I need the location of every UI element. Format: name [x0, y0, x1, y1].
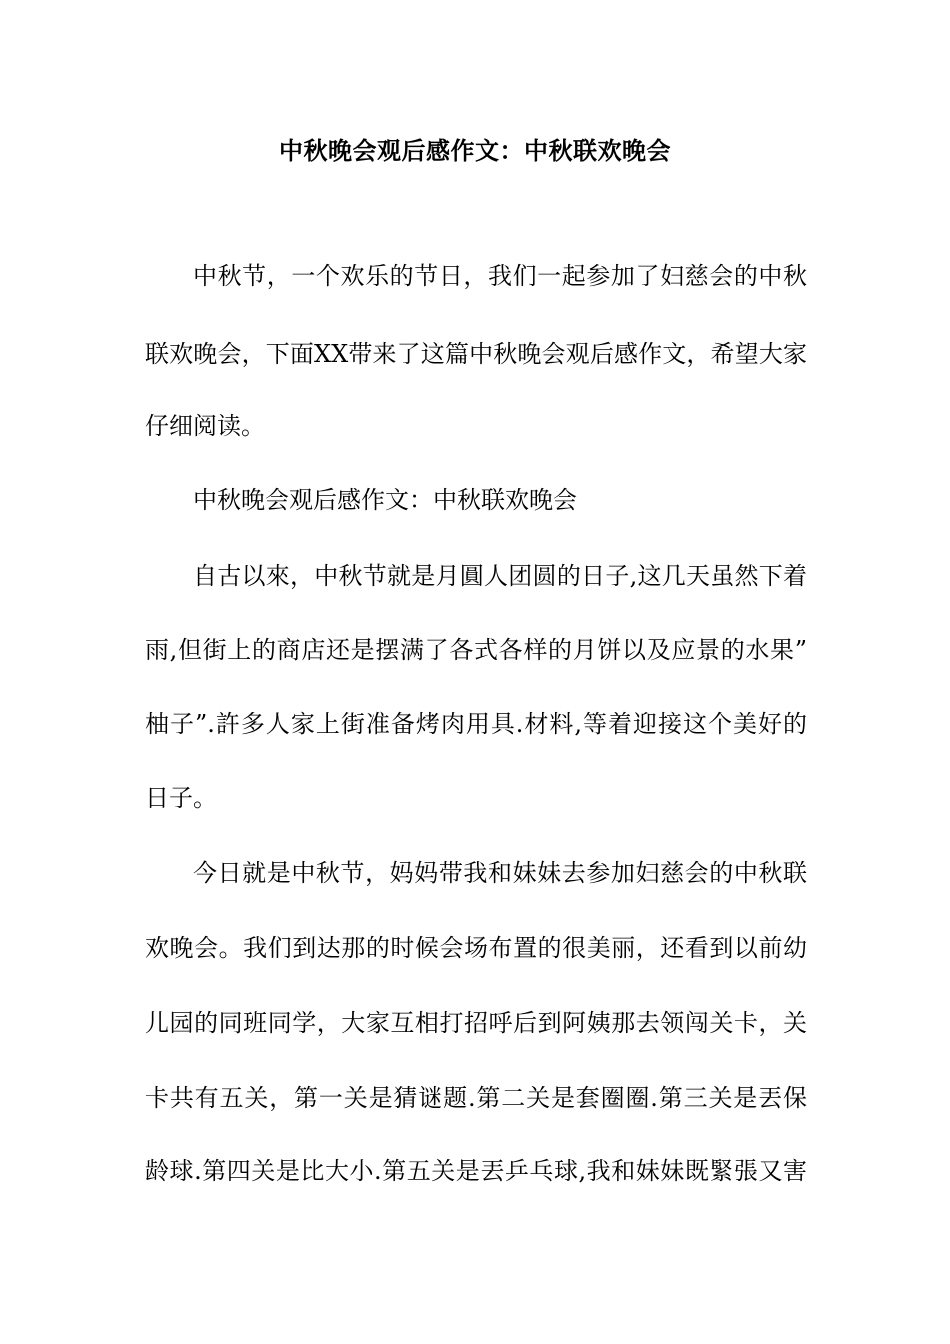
paragraph-line: 日子。 — [145, 784, 217, 812]
paragraph-line: 中秋节，一个欢乐的节日，我们一起参加了妇慈会的中秋 — [193, 262, 807, 290]
paragraph-line: 今日就是中秋节，妈妈带我和妹妹去参加妇慈会的中秋联 — [193, 859, 807, 887]
paragraph-line: 龄球.第四关是比大小.第五关是丟乒乓球,我和妹妹既緊張又害 — [145, 1157, 807, 1185]
section-heading: 中秋晚会观后感作文：中秋联欢晚会 — [193, 486, 577, 514]
paragraph-line: 卡共有五关，第一关是猜谜题.第二关是套圈圈.第三关是丟保 — [145, 1084, 807, 1112]
paragraph-line: 柚子”.許多人家上街准备烤肉用具.材料,等着迎接这个美好的 — [145, 710, 807, 738]
paragraph-line: 自古以來，中秋节就是月圓人团圆的日子,这几天虽然下着 — [193, 562, 807, 590]
paragraph-line: 联欢晚会，下面XX带来了这篇中秋晚会观后感作文，希望大家 — [145, 340, 807, 368]
paragraph-line: 雨,但街上的商店还是摆满了各式各样的月饼以及应景的水果” — [145, 636, 807, 664]
document-title: 中秋晚会观后感作文：中秋联欢晚会 — [279, 137, 671, 165]
paragraph-line: 儿园的同班同学，大家互相打招呼后到阿姨那去领闯关卡，关 — [145, 1009, 807, 1037]
paragraph-line: 仔细阅读。 — [145, 412, 265, 440]
paragraph-line: 欢晚会。我们到达那的时候会场布置的很美丽，还看到以前幼 — [145, 934, 807, 962]
